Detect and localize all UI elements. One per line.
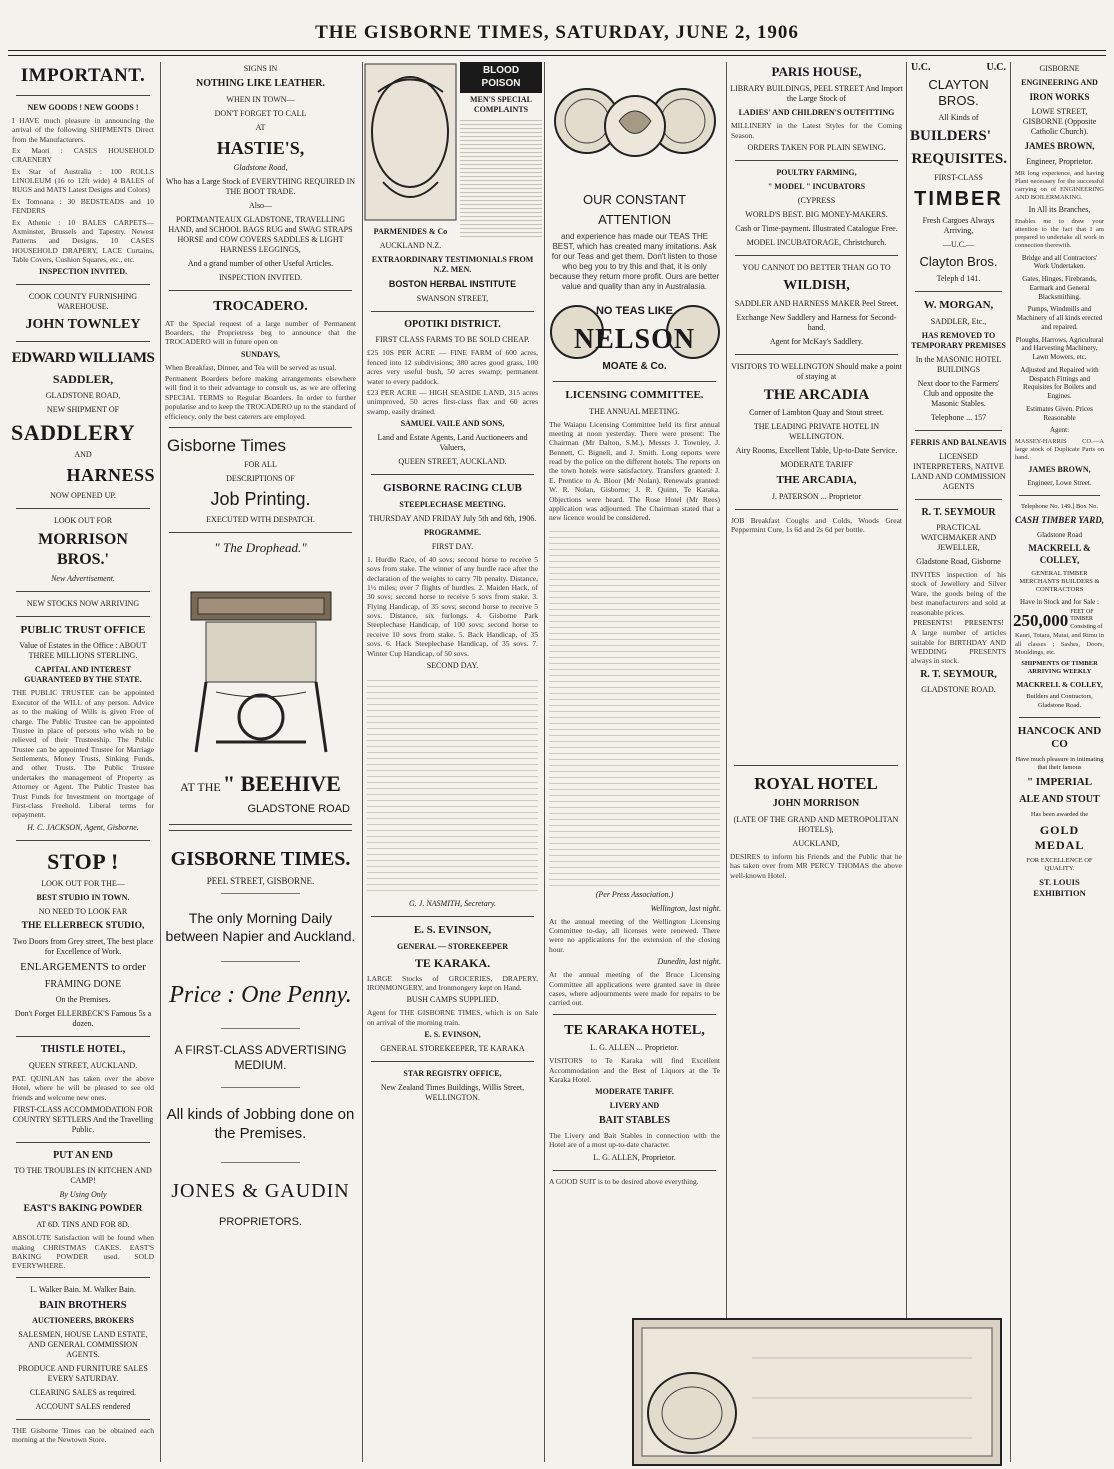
cook-county: COOK COUNTY FURNISHING WAREHOUSE. xyxy=(28,292,138,312)
bain-brothers: BAIN BROTHERS xyxy=(39,1299,127,1311)
desires-text: DESIRES to inform his Friends and the Public that he has taken over from MR PERCY THOMAS the above well-known Hotel. xyxy=(730,851,902,880)
queen-street: QUEEN STREET, AUCKLAND. xyxy=(28,1060,138,1070)
edward-williams: EDWARD WILLIAMS xyxy=(11,349,155,366)
capital-guaranteed: CAPITAL AND INTEREST GUARANTEED BY THE STATE. xyxy=(24,665,142,685)
blood-text xyxy=(460,117,542,237)
licensing-committee: LICENSING COMMITTEE. xyxy=(565,388,704,401)
masonic-buildings: In the MASONIC HOTEL BUILDINGS xyxy=(915,354,1002,374)
executed-despatch: EXECUTED WITH DESPATCH. xyxy=(206,514,315,524)
look-out-2: LOOK OUT FOR THE— xyxy=(41,879,125,889)
lambton-quay: Corner of Lambton Quay and Stout street. xyxy=(749,408,884,418)
at-the: AT THE xyxy=(180,779,221,794)
harness: HARNESS xyxy=(66,465,155,486)
public-trust: PUBLIC TRUST OFFICE xyxy=(20,623,146,636)
by-using: By Using Only xyxy=(59,1190,107,1200)
all-branches: In All its Branches, xyxy=(1028,205,1091,214)
clearing-sales: CLEARING SALES as required. xyxy=(29,1387,137,1397)
gisborne-times-ad: Gisborne Times xyxy=(167,435,287,455)
times-obtained: THE Gisborne Times can be obtained each morning at the Newtown Store. xyxy=(12,1425,154,1445)
lowe-street: LOWE STREET, GISBORNE (Opposite Catholic Church). xyxy=(1022,107,1097,137)
troubles: TO THE TROUBLES IN KITCHEN AND CAMP! xyxy=(14,1166,152,1186)
livery-text: The Livery and Bait Stables in connection with the Hotel are of a most up-to-date character. xyxy=(549,1130,720,1150)
gladstone-road: GLADSTONE ROAD, xyxy=(45,390,121,400)
late-grand: (LATE OF THE GRAND AND METROPOLITAN HOTELS), xyxy=(733,814,899,834)
ellerbeck-studio: THE ELLERBECK STUDIO, xyxy=(21,921,145,932)
enables-text: Enables me to draw your attention to the fact that I am prepared to undertake all work in connection therewith. xyxy=(1015,218,1104,250)
gladstone-road-2: Gladstone Road, xyxy=(233,163,288,172)
cannot-do-better: YOU CANNOT DO BETTER THAN GO TO xyxy=(742,263,891,272)
saddler-harness: SADDLER AND HARNESS MAKER Peel Street. xyxy=(734,298,899,308)
rt-seymour-2: R. T. SEYMOUR, xyxy=(920,668,997,680)
gisborne-times-heading: GISBORNE TIMES. xyxy=(170,848,351,871)
nothing-like-leather: NOTHING LIKE LEATHER. xyxy=(195,78,325,89)
at: AT xyxy=(255,122,266,132)
and: AND xyxy=(74,450,92,460)
account-sales: ACCOUNT SALES rendered xyxy=(35,1401,131,1411)
first-class-timber: FIRST-CLASS xyxy=(934,172,983,182)
have-in-stock: Have in Stock and for Sale : xyxy=(1020,598,1099,607)
price: Price : One Penny. xyxy=(169,982,352,1009)
clayton-bros: CLAYTON BROS. xyxy=(928,76,989,108)
auctioneers: AUCTIONEERS, BROKERS xyxy=(32,1315,134,1325)
agent-text: Agent for THE GISBORNE TIMES, which is on Sale on arrival of the morning train. xyxy=(367,1008,538,1027)
general-storekeeper: GENERAL — STOREKEEPER xyxy=(397,941,508,951)
portmanteaux: PORTMANTEAUX GLADSTONE, TRAVELLING HAND, and SCHOOL BAGS RUG and SWAG STRAPS HORSE and COW COVERS SADDLES & LIGHT HARNESS LEGGINGS, xyxy=(168,215,353,254)
attention: ATTENTION xyxy=(598,212,671,228)
top-rule xyxy=(8,50,1106,51)
race-dates: THURSDAY AND FRIDAY July 5th and 6th, 1906. xyxy=(368,513,537,523)
jones-gaudin: JONES & GAUDIN xyxy=(171,1179,350,1202)
gold-medal: GOLD MEDAL xyxy=(1034,822,1085,852)
royal-hotel: ROYAL HOTEL xyxy=(754,774,878,793)
value-estates: Value of Estates in the Office : ABOUT THREE MILLIONS STERLING. xyxy=(19,641,147,661)
thistle-hotel: THISTLE HOTEL, xyxy=(40,1044,126,1056)
bridge-work: Bridge and all Contractors' Work Undertaken. xyxy=(1021,253,1098,271)
saddler: SADDLER, xyxy=(52,371,114,386)
inspection-invited: INSPECTION INVITED. xyxy=(38,267,128,277)
library-buildings: LIBRARY BUILDINGS, PEEL STREET And Import the Large Stock of xyxy=(730,84,903,104)
intro-text: I HAVE much pleasure in announcing the arrival of the following SHIPMENTS Direct from the Manufacturers. xyxy=(12,115,154,144)
seymour-gladstone: Gladstone Road, Gisborne xyxy=(916,557,1001,566)
parmenides-ad xyxy=(363,62,542,253)
sundays: SUNDAYS, xyxy=(240,349,281,359)
moate-gold-medal-illustration xyxy=(547,66,723,186)
farm-2: £23 PER ACRE — HIGH SEASIDE LAND, 315 acres unimproved, 50 acres first-class flax and 60 acres swamp, easily drained. xyxy=(367,387,538,416)
proprietors: PROPRIETORS. xyxy=(219,1215,302,1228)
teas-text: and experience has made our TEAS THE BEST, which has created many imitations. Ask for our Teas and get them. Don't listen to those who beg you to try this and that, it is only because they return more profit. Ours are better value and quality than any in Australasia. xyxy=(549,231,720,291)
steeplechase-meeting: STEEPLECHASE MEETING. xyxy=(399,499,506,509)
royal-hotel-block xyxy=(726,760,906,881)
star-registry: STAR REGISTRY OFFICE, xyxy=(403,1069,502,1079)
famous-dozen: Don't Forget ELLERBECK'S Famous 5s a dozen. xyxy=(14,1009,152,1029)
feet-row xyxy=(1011,609,1108,632)
column-7 xyxy=(1010,62,1108,1462)
put-an-end: PUT AN END xyxy=(53,1149,113,1161)
evinson-2: E. S. EVINSON, xyxy=(424,1030,481,1040)
licensed-interpreters: LICENSED INTERPRETERS, NATIVE LAND AND COMMISSION AGENTS xyxy=(911,451,1006,491)
farm-1: £25 10S PER ACRE — FINE FARM of 600 acres, fenced into 12 subdivisions; 380 acres good grass, 100 acres very useful bush, 50 acres swamp; permanent water to every paddock. xyxy=(367,348,538,386)
masthead: THE GISBORNE TIMES, SATURDAY, JUNE 2, 1906 xyxy=(315,22,799,43)
paterson-proprietor: J. PATERSON ... Proprietor xyxy=(771,492,862,501)
presents-2: PRESENTS! xyxy=(964,617,1004,627)
st-louis: ST. LOUIS EXHIBITION xyxy=(1033,877,1086,898)
practical-watchmaker: PRACTICAL WATCHMAKER AND JEWELLER, xyxy=(920,523,997,552)
allen-proprietor: L. G. ALLEN ... Proprietor. xyxy=(590,1043,679,1053)
gates-hinges: Gates, Hinges, Firebrands, Earmark and General Blacksmithing. xyxy=(1022,275,1097,301)
no-need: NO NEED TO LOOK FAR xyxy=(38,907,128,917)
column-2 xyxy=(160,62,360,1462)
new-shipment: NEW SHIPMENT OF xyxy=(46,404,120,414)
firstclass-advertising: A FIRST-CLASS ADVERTISING MEDIUM. xyxy=(174,1043,347,1073)
parmenides-logo xyxy=(363,62,458,222)
new-goods: NEW GOODS ! NEW GOODS ! xyxy=(27,102,139,112)
engineer-proprietor: Engineer, Proprietor. xyxy=(1026,156,1093,166)
ladies-outfitting: LADIES' AND CHILDREN'S OUTFITTING xyxy=(738,108,895,118)
column-3 xyxy=(362,62,542,1462)
morrison-bros: MORRISON BROS.' xyxy=(38,530,128,568)
cash-timber-yard: CASH TIMBER YARD, xyxy=(1015,515,1104,526)
agent: Agent: xyxy=(1049,426,1070,435)
hancock-co: HANCOCK AND CO xyxy=(1017,724,1102,751)
rt-seymour: R. T. SEYMOUR xyxy=(921,506,996,518)
nz-times-buildings: New Zealand Times Buildings, Willis Street, WELLINGTON. xyxy=(380,1083,525,1103)
top-rule-2 xyxy=(8,55,1106,56)
extraordinary: EXTRAORDINARY TESTIMONIALS FROM N.Z. MEN. xyxy=(371,254,534,274)
tins: AT 6D. TINS AND FOR 8D. xyxy=(36,1220,130,1230)
dunedin-text: At the annual meeting of the Bruce Licensing Committee all applications were granted save in three cases, where adjournments were made for repairs to be carried out. xyxy=(549,970,720,1008)
beehive: " BEEHIVE xyxy=(222,770,341,796)
invites-text: INVITES inspection of his stock of Jewellery and Silver Ware, the goods being of the best manufacturers and sold at reasonable prices. xyxy=(911,570,1006,617)
clayton-bros-2: Clayton Bros. xyxy=(919,253,998,269)
now-opened: NOW OPENED UP. xyxy=(50,490,116,500)
no-teas-like: NO TEAS LIKE xyxy=(595,304,673,317)
new-advertisement: New Advertisement. xyxy=(51,573,115,583)
breakfast-text: When Breakfast, Dinner, and Tea will be served as usual. xyxy=(165,362,337,372)
good-suit: A GOOD SUIT is to be desired above everything. xyxy=(549,1176,699,1186)
race-text: 1. Hurdle Race, of 40 sovs; second horse to receive 5 sovs from stake. The winner of any hurdle race after the declaration of the weights to carry 7lb penalty. Distance, 1½ miles; over 7 flights of hurdles. 2. Maiden Hack, of 30 sovs; second horse to receive 5 sovs from stake. 3. Flying Handicap, of 35 sovs; second horse to receive 5 sovs. Distance, six furlongs. 4. Gisborne Park Steeplechase Handicap, of 100 sovs; second horse to receive 10 sovs from stake. 5. Back Handicap, of 35 sovs. 6. Hack Steeplechase Handicap, of 35 sovs. 7. Winter Cup Handicap, of 50 sovs. xyxy=(367,554,538,658)
uc-row xyxy=(907,62,1010,75)
column-6-content xyxy=(906,62,1010,1462)
have-much-pleasure: Have much pleasure in intimating that their famous xyxy=(1015,756,1104,772)
bush-camps: BUSH CAMPS SUPPLIED. xyxy=(406,995,499,1005)
job-coughs: JOB Breakfast Coughs and Colds, Woods Great Peppermint Cure, 1s 6d and 2s 6d per bottle. xyxy=(731,516,902,535)
bait-stables: BAIT STABLES xyxy=(598,1115,671,1127)
kauri-text: Kauri, Totara, Matai, and Rimu in all classes ; Sashes, Doors, Mouldings, etc. xyxy=(1015,632,1104,656)
first-day: FIRST DAY. xyxy=(431,541,474,551)
ale-stout: ALE AND STOUT xyxy=(1019,794,1100,806)
stop-heading: STOP ! xyxy=(47,848,119,874)
best-studio: BEST STUDIO IN TOWN. xyxy=(36,893,130,903)
wildish: WILDISH, xyxy=(783,278,850,293)
only-morning-daily: The only Morning Daily between Napier and Auckland. xyxy=(165,910,356,944)
jobbing: All kinds of Jobbing done on the Premises. xyxy=(166,1106,355,1143)
when-in-town: WHEN IN TOWN— xyxy=(226,94,295,104)
leading-hotel: THE LEADING PRIVATE HOTEL IN WELLINGTON. xyxy=(753,422,880,442)
ex-tomoana: Ex Tomoana : 30 BEDSTEADS and 10 FENDERS xyxy=(12,196,154,216)
gisborne-top: GISBORNE xyxy=(1039,64,1080,73)
who-has: Who has a Large Stock of EVERYTHING REQUIRED IN THE BOOT TRADE. xyxy=(165,177,356,196)
telephone-141: Teleph d 141. xyxy=(936,273,981,283)
large-number: A large number of articles suitable for BIRTHDAY AND WEDDING PRESENTS always in stock. xyxy=(911,628,1006,666)
lowe-street-2: Engineer, Lowe Street. xyxy=(1027,479,1092,488)
grand-number: And a grand number of other Useful Articles. xyxy=(187,259,334,268)
has-removed: HAS REMOVED TO TEMPORARY PREMISES xyxy=(911,330,1006,350)
john-morrison: JOHN MORRISON xyxy=(772,798,860,810)
engineering-and: ENGINEERING AND xyxy=(1021,78,1098,87)
enlargements: ENLARGEMENTS to order xyxy=(20,961,146,973)
next-door: Next door to the Farmers' Club and opposite the Masonic Stables. xyxy=(917,378,1000,408)
new-stocks: NEW STOCKS NOW ARRIVING xyxy=(26,598,140,608)
gisborne-racing-club: GISBORNE RACING CLUB xyxy=(383,482,522,494)
job-printing: Job Printing. xyxy=(210,489,311,510)
general-timber: GENERAL TIMBER MERCHANTS BUILDERS & CONTRACTORS xyxy=(1019,569,1100,593)
press-association: (Per Press Association.) xyxy=(595,889,674,899)
on-premises: On the Premises. xyxy=(55,995,111,1005)
cash-time: Cash or Time-payment. Illustrated Catalogue Free. xyxy=(735,224,898,233)
livery-and: LIVERY AND xyxy=(609,1101,660,1111)
absolute-text: ABSOLUTE Satisfaction will be found when making CHRISTMAS CAKES. EAST'S BAKING POWDER used. SOLD EVERYWHERE. xyxy=(12,1233,154,1271)
estimates: Estimates Given. Prices Reasonable xyxy=(1026,404,1093,422)
feet-number: 250,000 xyxy=(1013,610,1069,630)
blood-poison: BLOOD POISON xyxy=(460,62,542,93)
james-brown: JAMES BROWN, xyxy=(1024,141,1095,152)
worlds-best: WORLD'S BEST. BIG MONEY-MAKERS. xyxy=(745,210,888,219)
annual-meeting: THE ANNUAL MEETING. xyxy=(589,406,680,416)
jackson-agent: H. C. JACKSON, Agent, Gisborne. xyxy=(27,822,139,832)
fresh-cargoes: Fresh Cargoes Always Arriving, xyxy=(922,215,995,235)
second-day: SECOND DAY. xyxy=(426,660,479,670)
dunedin-last-night: Dunedin, last night. xyxy=(657,957,721,967)
wellington-last-night: Wellington, last night. xyxy=(650,903,721,913)
sewing-machine-illustration xyxy=(176,562,346,762)
millinery: MILLINERY in the Latest Styles for the Coming Season. xyxy=(731,121,902,140)
massey-harris: MASSEY-HARRIS CO.—A large stock of Duplicate Parts on hand. xyxy=(1015,438,1104,462)
awarded: Has been awarded the xyxy=(1030,810,1089,818)
telephone-149: Telephone No. 149.] Box No. xyxy=(1021,503,1098,511)
swanson-street: SWANSON STREET, xyxy=(416,293,489,303)
column-1 xyxy=(8,62,158,1462)
requisites: REQUISITES. xyxy=(911,150,1007,167)
at-the-beehive xyxy=(161,766,360,802)
uc-3: —U.C.— xyxy=(942,239,975,249)
land-estate: Land and Estate Agents, Land Auctioneers and Valuers, xyxy=(377,433,528,452)
uc-left: U.C. xyxy=(911,62,931,73)
inspection-2: INSPECTION INVITED. xyxy=(218,273,303,282)
presents-row xyxy=(907,618,1010,627)
arcadia-2: THE ARCADIA, xyxy=(776,474,857,487)
race-text-2 xyxy=(367,675,538,895)
ex-star: Ex Star of Australia : 100 ROLLS LINOLEUM (16 to 12ft wide) 4 BALES of RUGS and MATS Latest Designs and Colors) xyxy=(12,166,154,195)
nasmith-secretary: G. J. NASMITH, Secretary. xyxy=(408,898,497,908)
w-morgan: W. MORGAN, xyxy=(923,298,994,311)
dont-forget: DON'T FORGET TO CALL xyxy=(214,108,307,118)
imperial: " IMPERIAL xyxy=(1026,776,1093,789)
hasties: HASTIE'S, xyxy=(216,137,305,158)
nelson: NELSON xyxy=(573,324,696,356)
licensing-body xyxy=(549,526,720,886)
james-brown-2: JAMES BROWN, xyxy=(1028,465,1091,475)
column-4 xyxy=(544,62,724,1462)
opotiki-district: OPOTIKI DISTRICT. xyxy=(404,318,501,330)
storekeeper-te-karaka: GENERAL STOREKEEPER, TE KARAKA xyxy=(380,1044,525,1054)
public-trustee-text: THE PUBLIC TRUSTEE can be appointed Executor of the WILL of any person. Advice as to the making of Wills is given Free of charge. The Public Trustee can be appointed Trustee in place of persons who wish to be relieved of their Trusteeship. The Public Trustee can be appointed Trustee for Marriage Settlements, Money Trusts, Sinking Funds, and other Trusts. The Public Trustee undertakes the management of Property as Attorney or Agent. The Public Trustee has Trust Funds for Investment on mortgage of First-class Freehold. Liberal terms for repayment. xyxy=(12,688,154,820)
mckay-agent: Agent for McKay's Saddlery. xyxy=(769,336,864,346)
shipments-weekly: SHIPMENTS OF TIMBER ARRIVING WEEKLY xyxy=(1021,659,1098,675)
queen-street-auck: QUEEN STREET, AUCKLAND. xyxy=(398,457,507,466)
orders-taken: ORDERS TAKEN FOR PLAIN SEWING. xyxy=(747,143,886,152)
bain-names: L. Walker Bain. M. Walker Bain. xyxy=(30,1284,136,1294)
licensing-text: The Waiapu Licensing Committee held its first annual meeting at noon yesterday. There were present: The Chairman (Mr Dalton, S.M.), Messrs J. Townley, J. Bennett, C. Bignell, and J. Smith. Long reports were read by the police on the different hotels. The reports on the town hotels were satisfactory. Transfers granted: J. E. Prentice to A. Bloor (Mr Nolan). Renewals granted: W. R. Nolan, Gisborne; J. R. Quinn, Te Karaka. Objections were heard. The Rose Hotel (Mr Rees) application was adjourned. The Chairman stated that a new licence would be considered. xyxy=(549,419,720,523)
our-constant: OUR CONSTANT xyxy=(582,192,687,207)
auckland-2: AUCKLAND, xyxy=(792,838,840,848)
also: Also— xyxy=(248,201,273,210)
iron-works: IRON WORKS xyxy=(1029,92,1090,102)
model-incubators: " MODEL " INCUBATORS xyxy=(767,182,866,191)
parmenides-auckland: AUCKLAND N.Z. xyxy=(379,240,442,250)
cypress: (CYPRESS xyxy=(797,196,836,205)
moate-co: MOATE & Co. xyxy=(602,361,667,373)
mens-special: MEN'S SPECIAL COMPLAINTS xyxy=(469,95,532,114)
vaile-sons: SAMUEL VAILE AND SONS, xyxy=(400,419,505,428)
peel-street: PEEL STREET, GISBORNE. xyxy=(206,876,315,887)
programme: PROGRAMME. xyxy=(423,527,482,537)
visitors-wellington: VISITORS TO WELLINGTON Should make a point of staying at xyxy=(731,361,902,381)
moderate-tariff: MODERATE TARIFF. xyxy=(595,1087,674,1097)
te-karaka-hotel: TE KARAKA HOTEL, xyxy=(564,1022,705,1038)
look-out: LOOK OUT FOR xyxy=(53,515,113,525)
standard-teas-illustration xyxy=(632,1318,1002,1466)
parmenides-name: PARMENIDES & Co xyxy=(373,226,448,236)
the-arcadia: THE ARCADIA xyxy=(763,386,870,403)
important-heading: IMPORTANT. xyxy=(20,65,146,86)
large-stocks: LARGE Stocks of GROCERIES, DRAPERY, IRONMONGERY, and Ironmongery kept on Hand. xyxy=(367,973,538,992)
visitors-text: VISITORS to Te Karaka will find Excellent Accommodation and the Best of Liquors at the Te Karaka Hotel. xyxy=(549,1056,720,1084)
saddlery: SADDLERY xyxy=(11,419,136,445)
feet-of-timber: FEET OF TIMBER Consisting of xyxy=(1070,608,1103,630)
ex-athenic: Ex Athenic : 10 BALES CARPETS—Axminster, Brussels and Tapestry. Newest Patterns and Designs. 10 CASES HOUSEHOLD DRAPERY, LACE Curtains, Table Covers, Cushion Squares, etc., etc. xyxy=(12,217,154,264)
quinlan-text: PAT. QUINLAN has taken over the above Hotel, where he will be pleased to see old friends and welcome new ones. xyxy=(12,1073,154,1102)
all-kinds: All Kinds of xyxy=(938,113,979,122)
model-incubatorage: MODEL INCUBATORAGE, Christchurch. xyxy=(746,238,887,247)
moderate-tariff-2: MODERATE TARIFF xyxy=(780,460,853,470)
gladstone-road-4: GLADSTONE ROAD. xyxy=(921,685,996,695)
john-townley: JOHN TOWNLEY xyxy=(25,317,141,333)
builders-contractors: Builders and Contractors, Gladstone Road. xyxy=(1026,693,1093,709)
evinson: E. S. EVINSON, xyxy=(413,923,492,936)
morgan-saddler: SADDLER, Etc., xyxy=(930,316,987,326)
exchange-saddlery: Exchange New Saddlery and Harness for Second-hand. xyxy=(736,312,897,332)
builders: BUILDERS' xyxy=(910,128,991,144)
allen-2: L. G. ALLEN, Proprietor. xyxy=(593,1152,676,1162)
te-karaka: TE KARAKA. xyxy=(414,955,491,970)
produce-sales: PRODUCE AND FURNITURE SALES EVERY SATURDAY. xyxy=(18,1363,148,1383)
boston-herbal: BOSTON HERBAL INSTITUTE xyxy=(388,278,517,289)
presents-1: PRESENTS! xyxy=(913,617,953,627)
descriptions-of: DESCRIPTIONS OF xyxy=(226,474,295,484)
the-drophead: " The Drophead." xyxy=(214,539,307,555)
doors-from-grey: Two Doors from Grey street, The best place for Excellence of Work. xyxy=(12,937,154,956)
mackrell-colley: MACKRELL & COLLEY, xyxy=(1028,543,1091,565)
ploughs: Ploughs, Harrows, Agricultural and Harvesting Machinery, Lawn Mowers, etc. xyxy=(1015,335,1104,361)
framing-done: FRAMING DONE xyxy=(44,978,122,990)
airy-rooms: Airy Rooms, Excellent Table, Up-to-Date Service. xyxy=(735,446,898,456)
ferris-balneavis: FERRIS AND BALNEAVIS xyxy=(910,437,1007,447)
easts-baking: EAST'S BAKING POWDER xyxy=(23,1204,143,1215)
trocadero: TROCADERO. xyxy=(213,299,308,314)
gladstone-road-3: GLADSTONE ROAD xyxy=(247,803,350,816)
first-class-farms: FIRST CLASS FARMS TO BE SOLD CHEAP. xyxy=(375,335,530,345)
pumps: Pumps, Windmills and Machinery of all kinds erected and repaired. xyxy=(1016,305,1103,331)
gladstone-road-5: Gladstone Road xyxy=(1037,530,1082,539)
permanent-text: Permanent Boarders before making arrangements elsewhere will find it to their advantage to consult us, as we are offering SPECIAL TERMS to Regular Boarders. In order to further popularise and to keep the TROCADERO up to the standard of efficiency, only the best caterers are employed. xyxy=(165,374,356,421)
salesmen: SALESMEN, HOUSE LAND ESTATE, AND GENERAL COMMISSION AGENTS. xyxy=(18,1329,148,1359)
mackrell-colley-2: MACKRELL & COLLEY, xyxy=(1016,680,1103,689)
wellington-text: At the annual meeting of the Wellington Licensing Committee to-day, all licenses were renewed. There were no applications for the extension of the closing hour. xyxy=(549,916,720,954)
firstclass-accom: FIRST-CLASS ACCOMMODATION FOR COUNTRY SETTLERS And the Travelling Public. xyxy=(12,1104,154,1134)
paris-house: PARIS HOUSE, xyxy=(771,64,862,79)
adjusted: Adjusted and Repaired with Despatch Fittings and Requisites for Boilers and Engines. xyxy=(1020,365,1099,400)
for-all: FOR ALL xyxy=(244,460,277,470)
uc-right: U.C. xyxy=(986,62,1006,73)
telephone-157: Telephone ... 157 xyxy=(930,412,987,422)
excellence: FOR EXCELLENCE OF QUALITY. xyxy=(1026,856,1093,872)
long-experience: MR long experience, and having Plant necessary for the successful carrying on of ENGINEERING AND BOILERMAKING. xyxy=(1015,169,1104,201)
poultry-farming: POULTRY FARMING, xyxy=(776,168,857,177)
ex-maori: Ex Maori : CASES HOUSEHOLD CRAENERY xyxy=(12,145,154,165)
trocadero-text: AT the Special request of a large number of Permanent Boarders, the Proprietress beg to announce that the TROCADERO will in future open on xyxy=(165,318,356,347)
timber: TIMBER xyxy=(914,187,1003,210)
signs-in: SIGNS IN xyxy=(243,64,278,73)
